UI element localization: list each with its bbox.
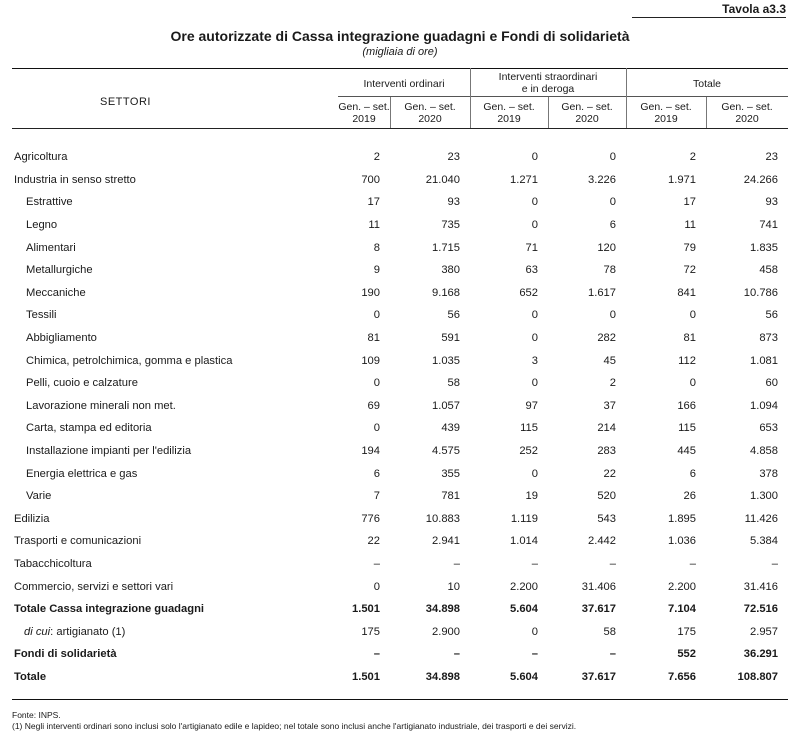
cell-value: 0 bbox=[609, 309, 616, 322]
cell-value: 741 bbox=[759, 219, 778, 232]
cell-value: 0 bbox=[373, 422, 380, 435]
cell-value: 5.604 bbox=[510, 670, 538, 683]
cell-value: – bbox=[453, 557, 460, 570]
cell-value: 5.604 bbox=[510, 603, 538, 616]
page-title: Ore autorizzate di Cassa integrazione guadagni e Fondi di solidarietà bbox=[170, 28, 630, 44]
cell-value: 109 bbox=[361, 354, 380, 367]
table-row bbox=[12, 395, 788, 418]
row-label: Abbigliamento bbox=[26, 332, 97, 345]
cell-value: 0 bbox=[531, 467, 538, 480]
cell-value: 282 bbox=[597, 332, 616, 345]
table-row bbox=[12, 327, 788, 350]
cell-value: – bbox=[531, 648, 538, 661]
period-header: Gen. – set. 2019 bbox=[640, 101, 692, 125]
cell-value: 56 bbox=[447, 309, 460, 322]
cell-value: – bbox=[531, 557, 538, 570]
table-row bbox=[12, 666, 788, 689]
cell-value: 1.057 bbox=[432, 399, 460, 412]
cell-value: 17 bbox=[367, 196, 380, 209]
cell-value: – bbox=[373, 557, 380, 570]
cell-value: 115 bbox=[520, 422, 538, 435]
cell-value: 2.442 bbox=[588, 535, 616, 548]
group-header-totale: Totale bbox=[692, 78, 722, 90]
row-label: Metallurgiche bbox=[26, 264, 93, 277]
row-label: Estrattive bbox=[26, 196, 73, 209]
cell-value: 735 bbox=[441, 219, 460, 232]
cell-value: – bbox=[609, 648, 616, 661]
page-subtitle: (migliaia di ore) bbox=[362, 46, 438, 58]
cell-value: 10.883 bbox=[425, 512, 460, 525]
cell-value: 3.226 bbox=[588, 173, 616, 186]
table-row bbox=[12, 485, 788, 508]
cell-value: 0 bbox=[609, 196, 616, 209]
cell-value: 380 bbox=[441, 264, 460, 277]
column-header-settori: SETTORI bbox=[100, 96, 151, 108]
table-row bbox=[12, 417, 788, 440]
table-bottom-rule bbox=[12, 699, 788, 700]
cell-value: 5.384 bbox=[750, 535, 778, 548]
cell-value: 81 bbox=[683, 332, 696, 345]
table-row bbox=[12, 259, 788, 282]
row-label: Trasporti e comunicazioni bbox=[14, 535, 142, 548]
cell-value: 4.858 bbox=[750, 445, 778, 458]
cell-value: 120 bbox=[597, 241, 616, 254]
table-row bbox=[12, 282, 788, 305]
cell-value: 7 bbox=[373, 490, 380, 503]
row-label: Totale Cassa integrazione guadagni bbox=[14, 603, 205, 616]
row-label: Fondi di solidarietà bbox=[14, 648, 117, 661]
row-label: Tessili bbox=[26, 309, 57, 322]
table-row bbox=[12, 191, 788, 214]
row-label: Agricoltura bbox=[14, 151, 68, 164]
cell-value: 1.300 bbox=[750, 490, 778, 503]
cell-value: 166 bbox=[677, 399, 696, 412]
cell-value: 0 bbox=[531, 196, 538, 209]
cell-value: 0 bbox=[609, 151, 616, 164]
cell-value: 841 bbox=[677, 286, 696, 299]
cell-value: 10.786 bbox=[743, 286, 778, 299]
row-label: Varie bbox=[26, 490, 52, 503]
row-label: Industria in senso stretto bbox=[14, 173, 136, 186]
table-number: Tavola a3.3 bbox=[632, 2, 786, 18]
cell-value: 36.291 bbox=[743, 648, 778, 661]
cell-value: 7.104 bbox=[668, 603, 696, 616]
cell-value: 9.168 bbox=[432, 286, 460, 299]
header-top-rule bbox=[12, 68, 788, 69]
cell-value: 1.835 bbox=[750, 241, 778, 254]
cell-value: 0 bbox=[531, 377, 538, 390]
cell-value: 0 bbox=[373, 580, 380, 593]
table-row bbox=[12, 214, 788, 237]
cell-value: 1.617 bbox=[588, 286, 616, 299]
table-row bbox=[12, 643, 788, 666]
cell-value: 72.516 bbox=[743, 603, 778, 616]
period-header: Gen. – set. 2020 bbox=[561, 101, 613, 125]
cell-value: 56 bbox=[765, 309, 778, 322]
cell-value: 63 bbox=[525, 264, 538, 277]
cell-value: 190 bbox=[361, 286, 380, 299]
table-row bbox=[12, 372, 788, 395]
cell-value: 115 bbox=[678, 422, 696, 435]
cell-value: 24.266 bbox=[743, 173, 778, 186]
footnotes bbox=[12, 710, 576, 732]
cell-value: 1.271 bbox=[510, 173, 538, 186]
cell-value: 21.040 bbox=[425, 173, 460, 186]
row-label: Installazione impianti per l'edilizia bbox=[26, 445, 192, 458]
row-label: Pelli, cuoio e calzature bbox=[26, 377, 138, 390]
cell-value: 252 bbox=[519, 445, 538, 458]
row-label-prefix: di cui bbox=[24, 625, 51, 638]
cell-value: – bbox=[453, 648, 460, 661]
row-label: Edilizia bbox=[14, 512, 50, 525]
cell-value: 700 bbox=[361, 173, 380, 186]
cell-value: 520 bbox=[597, 490, 616, 503]
cell-value: 72 bbox=[683, 264, 696, 277]
period-header: Gen. – set. 2019 bbox=[483, 101, 535, 125]
cell-value: 194 bbox=[361, 445, 380, 458]
cell-value: 6 bbox=[609, 219, 616, 232]
cell-value: 175 bbox=[361, 625, 380, 638]
cell-value: 23 bbox=[765, 151, 778, 164]
row-label: Meccaniche bbox=[26, 286, 86, 299]
cell-value: 2 bbox=[689, 151, 696, 164]
cell-value: 1.081 bbox=[750, 354, 778, 367]
cell-value: 2 bbox=[609, 377, 616, 390]
cell-value: – bbox=[689, 557, 696, 570]
table-row bbox=[12, 508, 788, 531]
table-row bbox=[12, 146, 788, 169]
cell-value: 23 bbox=[447, 151, 460, 164]
cell-value: 214 bbox=[597, 422, 616, 435]
cell-value: 653 bbox=[759, 422, 778, 435]
cell-value: 58 bbox=[603, 625, 616, 638]
cell-value: 26 bbox=[683, 490, 696, 503]
cell-value: 11 bbox=[684, 219, 696, 232]
cell-value: 78 bbox=[603, 264, 616, 277]
cell-value: – bbox=[373, 648, 380, 661]
cell-value: 283 bbox=[597, 445, 616, 458]
cell-value: 0 bbox=[373, 309, 380, 322]
table-row bbox=[12, 553, 788, 576]
cell-value: 11.426 bbox=[744, 512, 778, 525]
cell-value: 552 bbox=[677, 648, 696, 661]
cell-value: 34.898 bbox=[425, 670, 460, 683]
cell-value: 873 bbox=[759, 332, 778, 345]
cell-value: 439 bbox=[441, 422, 460, 435]
cell-value: 1.119 bbox=[510, 512, 538, 525]
cell-value: 1.036 bbox=[668, 535, 696, 548]
cell-value: 781 bbox=[441, 490, 460, 503]
cell-value: 0 bbox=[531, 625, 538, 638]
cell-value: 2.200 bbox=[668, 580, 696, 593]
cell-value: 1.501 bbox=[352, 603, 380, 616]
cell-value: 355 bbox=[441, 467, 460, 480]
cell-value: 1.501 bbox=[352, 670, 380, 683]
cell-value: 0 bbox=[531, 332, 538, 345]
row-label: Commercio, servizi e settori vari bbox=[14, 580, 174, 593]
row-label bbox=[12, 620, 338, 643]
table-row bbox=[12, 575, 788, 598]
row-label: Legno bbox=[26, 219, 58, 232]
row-label: Energia elettrica e gas bbox=[26, 467, 138, 480]
cell-value: 2.900 bbox=[432, 625, 460, 638]
cell-value: 37.617 bbox=[581, 670, 616, 683]
cell-value: 0 bbox=[689, 309, 696, 322]
table-row bbox=[12, 620, 788, 643]
cell-value: 378 bbox=[759, 467, 778, 480]
cell-value: 458 bbox=[759, 264, 778, 277]
cell-value: 1.715 bbox=[432, 241, 460, 254]
cell-value: 0 bbox=[689, 377, 696, 390]
cell-value: 10 bbox=[447, 580, 460, 593]
cell-value: 1.035 bbox=[432, 354, 460, 367]
group-header-straordinari: Interventi straordinari e in deroga bbox=[498, 71, 598, 95]
cell-value: 19 bbox=[525, 490, 538, 503]
row-label: Tabacchicoltura bbox=[14, 557, 92, 570]
cell-value: 7.656 bbox=[668, 670, 696, 683]
cell-value: 0 bbox=[373, 377, 380, 390]
cell-value: 4.575 bbox=[432, 445, 460, 458]
cell-value: 112 bbox=[678, 354, 696, 367]
table-row bbox=[12, 530, 788, 553]
cell-value: 11 bbox=[368, 219, 380, 232]
cell-value: – bbox=[771, 557, 778, 570]
cell-value: 60 bbox=[765, 377, 778, 390]
cell-value: 97 bbox=[525, 399, 538, 412]
cell-value: 543 bbox=[597, 512, 616, 525]
table-row bbox=[12, 236, 788, 259]
cell-value: 34.898 bbox=[425, 603, 460, 616]
cell-value: 445 bbox=[677, 445, 696, 458]
cell-value: 6 bbox=[689, 467, 696, 480]
row-label: Chimica, petrolchimica, gomma e plastica bbox=[26, 354, 233, 367]
period-header: Gen. – set. 2019 bbox=[338, 101, 390, 125]
cell-value: 79 bbox=[683, 241, 696, 254]
cell-value: 93 bbox=[765, 196, 778, 209]
cell-value: 776 bbox=[361, 512, 380, 525]
cell-value: 1.895 bbox=[668, 512, 696, 525]
cell-value: 1.971 bbox=[668, 173, 696, 186]
cell-value: 81 bbox=[367, 332, 380, 345]
row-label: Carta, stampa ed editoria bbox=[26, 422, 152, 435]
period-header: Gen. – set. 2020 bbox=[721, 101, 773, 125]
cell-value: 37.617 bbox=[581, 603, 616, 616]
cell-value: 37 bbox=[603, 399, 616, 412]
source-note: Fonte: INPS. bbox=[12, 710, 61, 720]
group-under-rule bbox=[338, 96, 788, 97]
cell-value: 2 bbox=[373, 151, 380, 164]
cell-value: 22 bbox=[367, 535, 380, 548]
cell-value: 22 bbox=[603, 467, 616, 480]
cell-value: 0 bbox=[531, 219, 538, 232]
cell-value: 71 bbox=[525, 241, 538, 254]
cell-value: 8 bbox=[373, 241, 380, 254]
cell-value: 652 bbox=[519, 286, 538, 299]
table-row bbox=[12, 440, 788, 463]
period-header: Gen. – set. 2020 bbox=[404, 101, 456, 125]
cell-value: 175 bbox=[677, 625, 696, 638]
cell-value: 0 bbox=[531, 309, 538, 322]
cell-value: 31.406 bbox=[581, 580, 616, 593]
table-row bbox=[12, 598, 788, 621]
cell-value: – bbox=[609, 557, 616, 570]
cell-value: 58 bbox=[447, 377, 460, 390]
cell-value: 2.200 bbox=[510, 580, 538, 593]
cell-value: 1.014 bbox=[510, 535, 538, 548]
cell-value: 0 bbox=[531, 151, 538, 164]
cell-value: 2.957 bbox=[750, 625, 778, 638]
table-row bbox=[12, 304, 788, 327]
header-bottom-rule bbox=[12, 128, 788, 129]
row-label-text: : artigianato (1) bbox=[50, 625, 126, 638]
table-row bbox=[12, 349, 788, 372]
cell-value: 108.807 bbox=[737, 670, 778, 683]
cell-value: 93 bbox=[447, 196, 460, 209]
group-header-ordinari: Interventi ordinari bbox=[363, 78, 445, 90]
data-table bbox=[12, 146, 788, 688]
cell-value: 9 bbox=[373, 264, 380, 277]
table-row bbox=[12, 169, 788, 192]
cell-value: 6 bbox=[373, 467, 380, 480]
cell-value: 2.941 bbox=[432, 535, 460, 548]
row-label: Totale bbox=[14, 670, 47, 683]
table-row bbox=[12, 462, 788, 485]
cell-value: 1.094 bbox=[750, 399, 778, 412]
cell-value: 3 bbox=[531, 354, 538, 367]
cell-value: 69 bbox=[367, 399, 380, 412]
row-label: Alimentari bbox=[26, 241, 76, 254]
cell-value: 17 bbox=[683, 196, 696, 209]
row-label: Lavorazione minerali non met. bbox=[26, 399, 176, 412]
cell-value: 591 bbox=[441, 332, 460, 345]
cell-value: 31.416 bbox=[743, 580, 778, 593]
cell-value: 45 bbox=[603, 354, 616, 367]
footnote-1: (1) Negli interventi ordinari sono inclusi solo l'artigianato edile e lapideo; nel totale sono inclusi anche l'artigianato industriale, dei trasporti e dei servizi. bbox=[12, 721, 577, 731]
